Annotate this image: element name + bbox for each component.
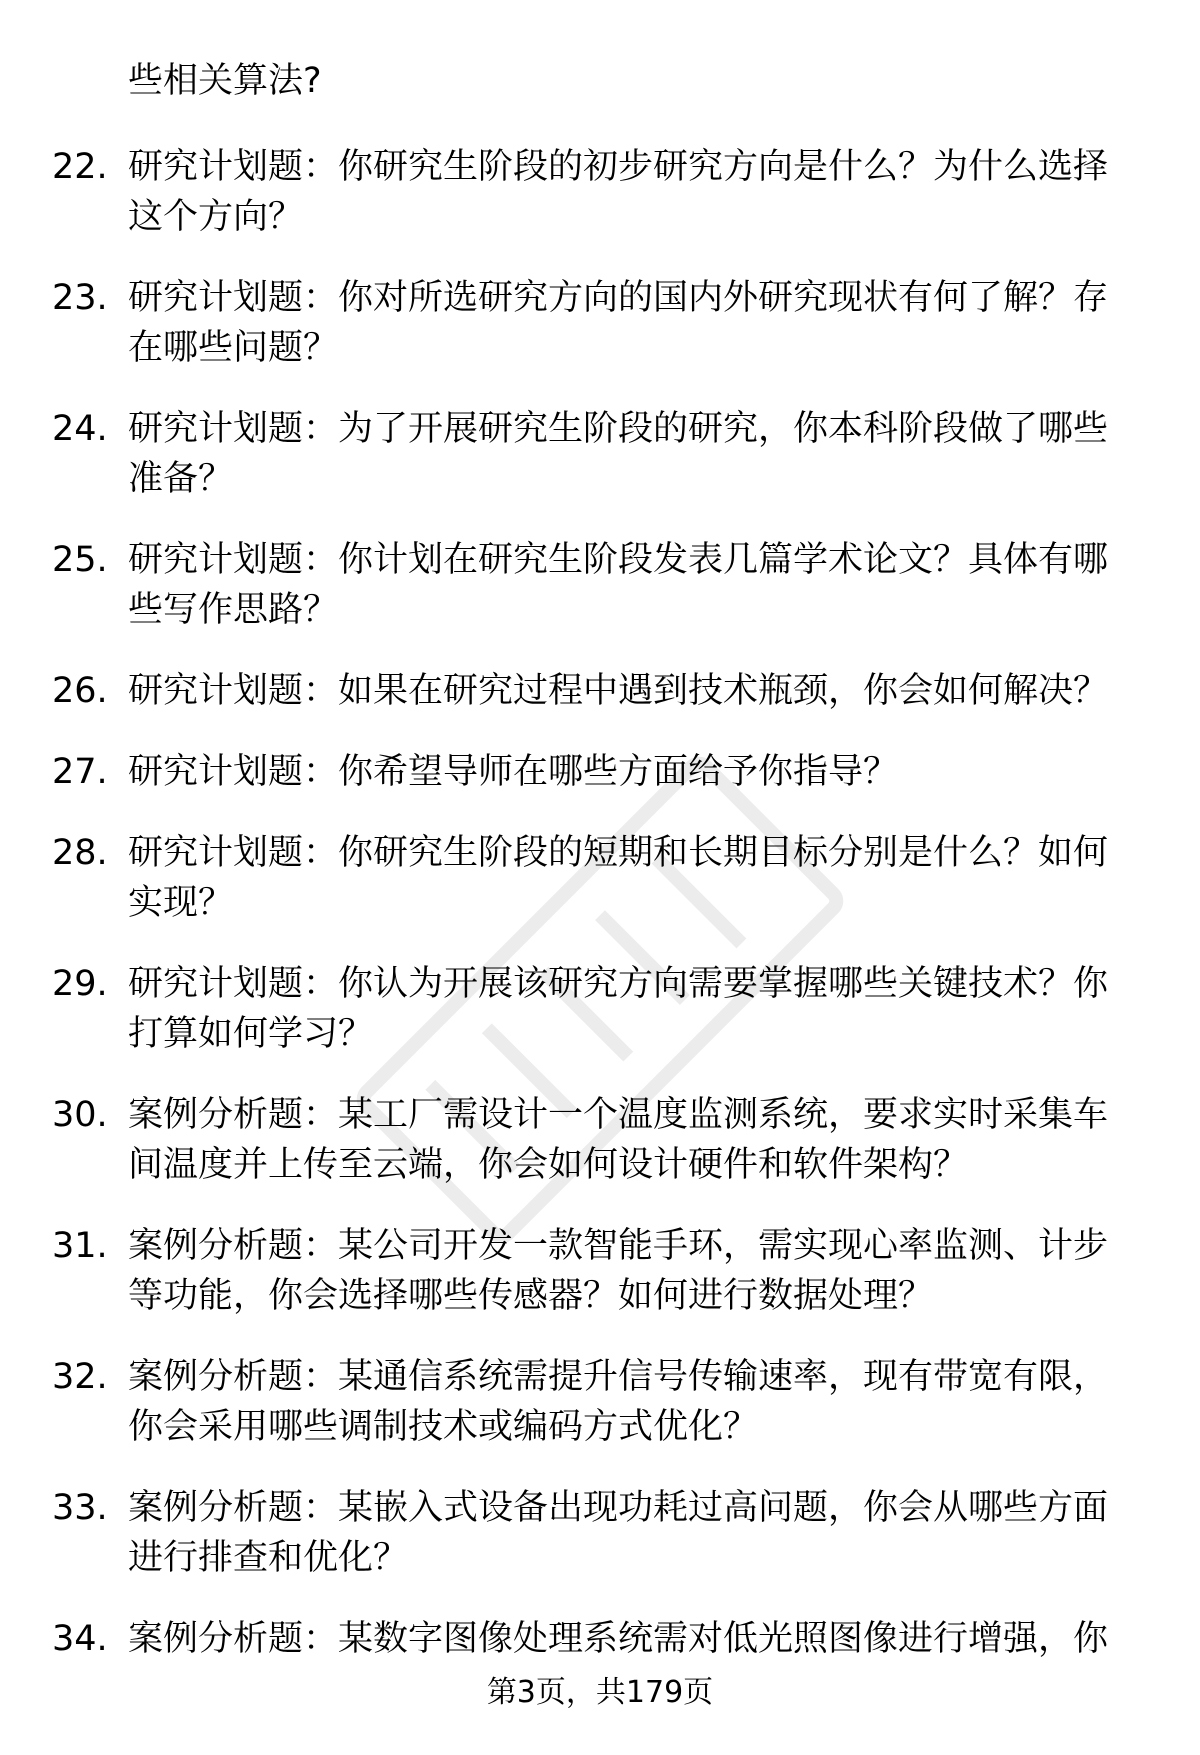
list-item — [0, 273, 1200, 373]
item-number: 27. — [52, 752, 108, 792]
item-number: 33. — [52, 1488, 108, 1528]
item-number: 24. — [52, 409, 108, 449]
item-text: 案例分析题：某通信系统需提升信号传输速率，现有带宽有限，你会采用哪些调制技术或编码方式优化？ — [128, 1357, 1109, 1447]
list-item — [0, 535, 1200, 635]
list-item — [0, 404, 1200, 504]
list-item — [0, 1614, 1200, 1664]
list-item — [0, 1352, 1200, 1452]
list-item — [0, 747, 1200, 797]
item-number: 28. — [52, 833, 108, 873]
item-number: 29. — [52, 964, 108, 1004]
item-text: 研究计划题：你认为开展该研究方向需要掌握哪些关键技术？你打算如何学习？ — [128, 964, 1109, 1054]
item-number: 32. — [52, 1357, 108, 1397]
item-number: 31. — [52, 1226, 108, 1266]
item-text: 案例分析题：某嵌入式设备出现功耗过高问题，你会从哪些方面进行排查和优化？ — [128, 1488, 1109, 1578]
list-item — [0, 1221, 1200, 1321]
item-text: 研究计划题：为了开展研究生阶段的研究，你本科阶段做了哪些准备？ — [128, 409, 1109, 499]
item-text: 案例分析题：某公司开发一款智能手环，需实现心率监测、计步等功能，你会选择哪些传感器？如何进行数据处理？ — [128, 1226, 1109, 1316]
continuation-line: 些相关算法? — [128, 61, 322, 101]
list-item — [0, 1483, 1200, 1583]
item-number: 23. — [52, 278, 108, 318]
list-item — [0, 142, 1200, 242]
item-number: 25. — [52, 540, 108, 580]
item-text: 研究计划题：你计划在研究生阶段发表几篇学术论文？具体有哪些写作思路？ — [128, 540, 1109, 630]
item-number: 30. — [52, 1095, 108, 1135]
item-text: 研究计划题：你研究生阶段的短期和长期目标分别是什么？如何实现？ — [128, 833, 1109, 923]
item-number: 22. — [52, 147, 108, 187]
item-text: 案例分析题：某工厂需设计一个温度监测系统，要求实时采集车间温度并上传至云端，你会如何设计硬件和软件架构？ — [128, 1095, 1109, 1185]
item-text: 研究计划题：你研究生阶段的初步研究方向是什么？为什么选择这个方向？ — [128, 147, 1109, 237]
list-item — [0, 666, 1200, 716]
page-footer: 第3页，共179页 — [486, 1675, 714, 1710]
item-text: 案例分析题：某数字图像处理系统需对低光照图像进行增强，你 — [128, 1619, 1109, 1659]
item-text: 研究计划题：你希望导师在哪些方面给予你指导？ — [128, 752, 899, 792]
question-list — [0, 142, 1200, 1695]
list-item — [0, 828, 1200, 928]
item-number: 34. — [52, 1619, 108, 1659]
item-text: 研究计划题：如果在研究过程中遇到技术瓶颈，你会如何解决？ — [128, 671, 1109, 711]
item-number: 26. — [52, 671, 108, 711]
item-text: 研究计划题：你对所选研究方向的国内外研究现状有何了解？存在哪些问题？ — [128, 278, 1109, 368]
list-item — [0, 959, 1200, 1059]
list-item — [0, 1090, 1200, 1190]
